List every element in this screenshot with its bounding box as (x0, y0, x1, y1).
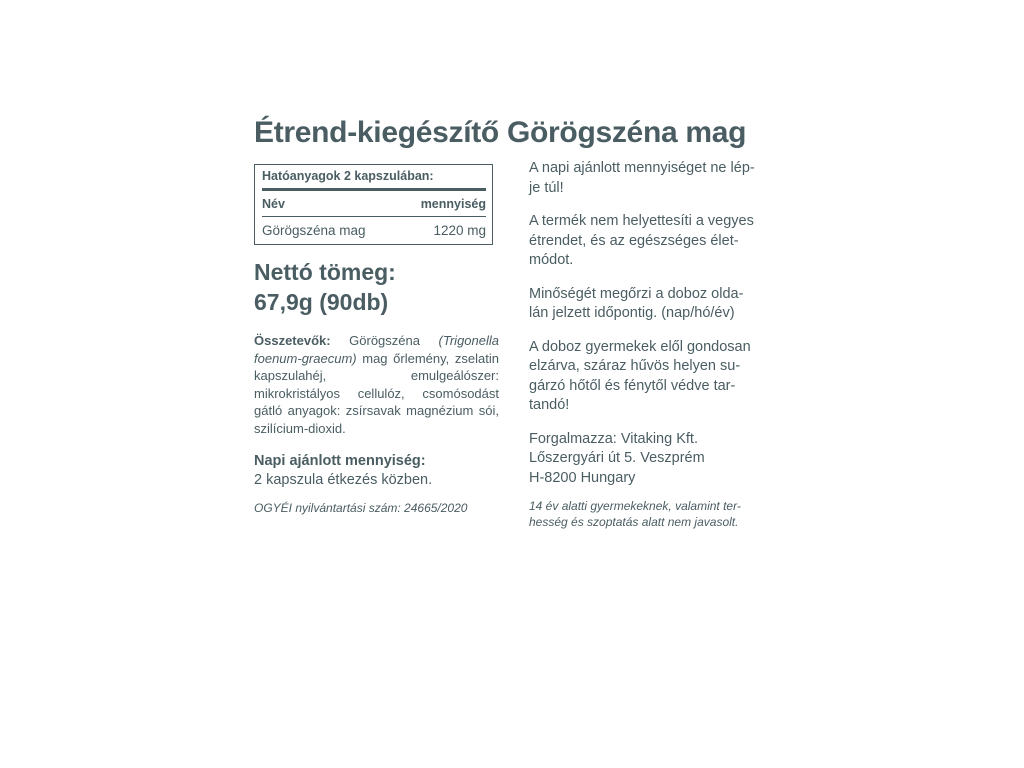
active-ingredients-table (254, 164, 493, 245)
paragraph-line: étrendet, és az egészséges élet- (529, 232, 739, 249)
paragraph-line: elzárva, száraz hűvös helyen su- (529, 358, 741, 374)
paragraph-line: je túl! (529, 179, 564, 196)
paragraph-line: módot. (529, 252, 574, 268)
ingredients-part2: mag őrlemény, zselatin kapszulahéj, emulgeálószer: mikrokristályos cellulóz, csomósodást gátló anyagok: zsírsavak magnézium sói, szilícium-dioxid. (254, 350, 499, 436)
table-column-headers (262, 191, 486, 217)
warning-line: 14 év alatti gyermekeknek, valamint ter- (529, 499, 741, 513)
daily-dose-label: Napi ajánlott mennyiség: (254, 453, 426, 469)
ingredients-label: Összetevők: (254, 333, 331, 348)
paragraph-line: Minőségét megőrzi a doboz olda- (529, 285, 744, 302)
paragraph-line: A termék nem helyettesíti a vegyes (529, 213, 754, 229)
ingredients-part1: Görögszéna (330, 333, 439, 348)
shelf-life-paragraph (529, 285, 779, 324)
left-column (254, 164, 499, 518)
paragraph-line: A doboz gyermekek elől gondosan (529, 338, 751, 355)
ingredient-amount: 1220 mg (433, 223, 486, 238)
net-weight-value: 67,9g (90db) (254, 289, 389, 315)
paragraph-line: lán jelzett időpontig. (nap/hó/év) (529, 305, 735, 321)
paragraph-line: A napi ajánlott mennyiséget ne lép- (529, 160, 755, 176)
registration-number: OGYÉI nyilvántartási szám: 24665/2020 (254, 501, 468, 515)
net-weight (254, 257, 499, 317)
net-weight-label: Nettó tömeg: (254, 259, 396, 285)
product-label (254, 116, 784, 546)
distributor-info (529, 430, 779, 489)
warning-line: hesség és szoptatás alatt nem javasolt. (529, 515, 739, 529)
diet-paragraph (529, 212, 779, 271)
column-name-header: Név (262, 197, 285, 211)
ingredient-name: Görögszéna mag (262, 223, 366, 238)
table-row (262, 217, 486, 238)
latin-name: (Trigonella foenum-graecum) (254, 333, 499, 366)
product-title: Étrend-kiegészítő Görögszéna mag (254, 116, 747, 149)
storage-paragraph (529, 338, 779, 416)
distributor-postcode: H-8200 Hungary (529, 469, 636, 486)
age-warning (529, 498, 779, 530)
distributor-name: Forgalmazza: Vitaking Kft. (529, 430, 698, 447)
right-column (529, 159, 779, 530)
paragraph-line: tandó! (529, 397, 570, 413)
column-amount-header: mennyiség (420, 197, 486, 211)
table-header: Hatóanyagok 2 kapszulában: (262, 169, 486, 191)
daily-dose-text: 2 kapszula étkezés közben. (254, 472, 433, 488)
daily-dose (254, 452, 499, 490)
paragraph-line: gárzó hőtől és fénytől védve tar- (529, 377, 736, 394)
ingredients-text (254, 332, 499, 437)
distributor-address: Lőszergyári út 5. Veszprém (529, 450, 705, 466)
dose-warning-paragraph (529, 159, 779, 198)
